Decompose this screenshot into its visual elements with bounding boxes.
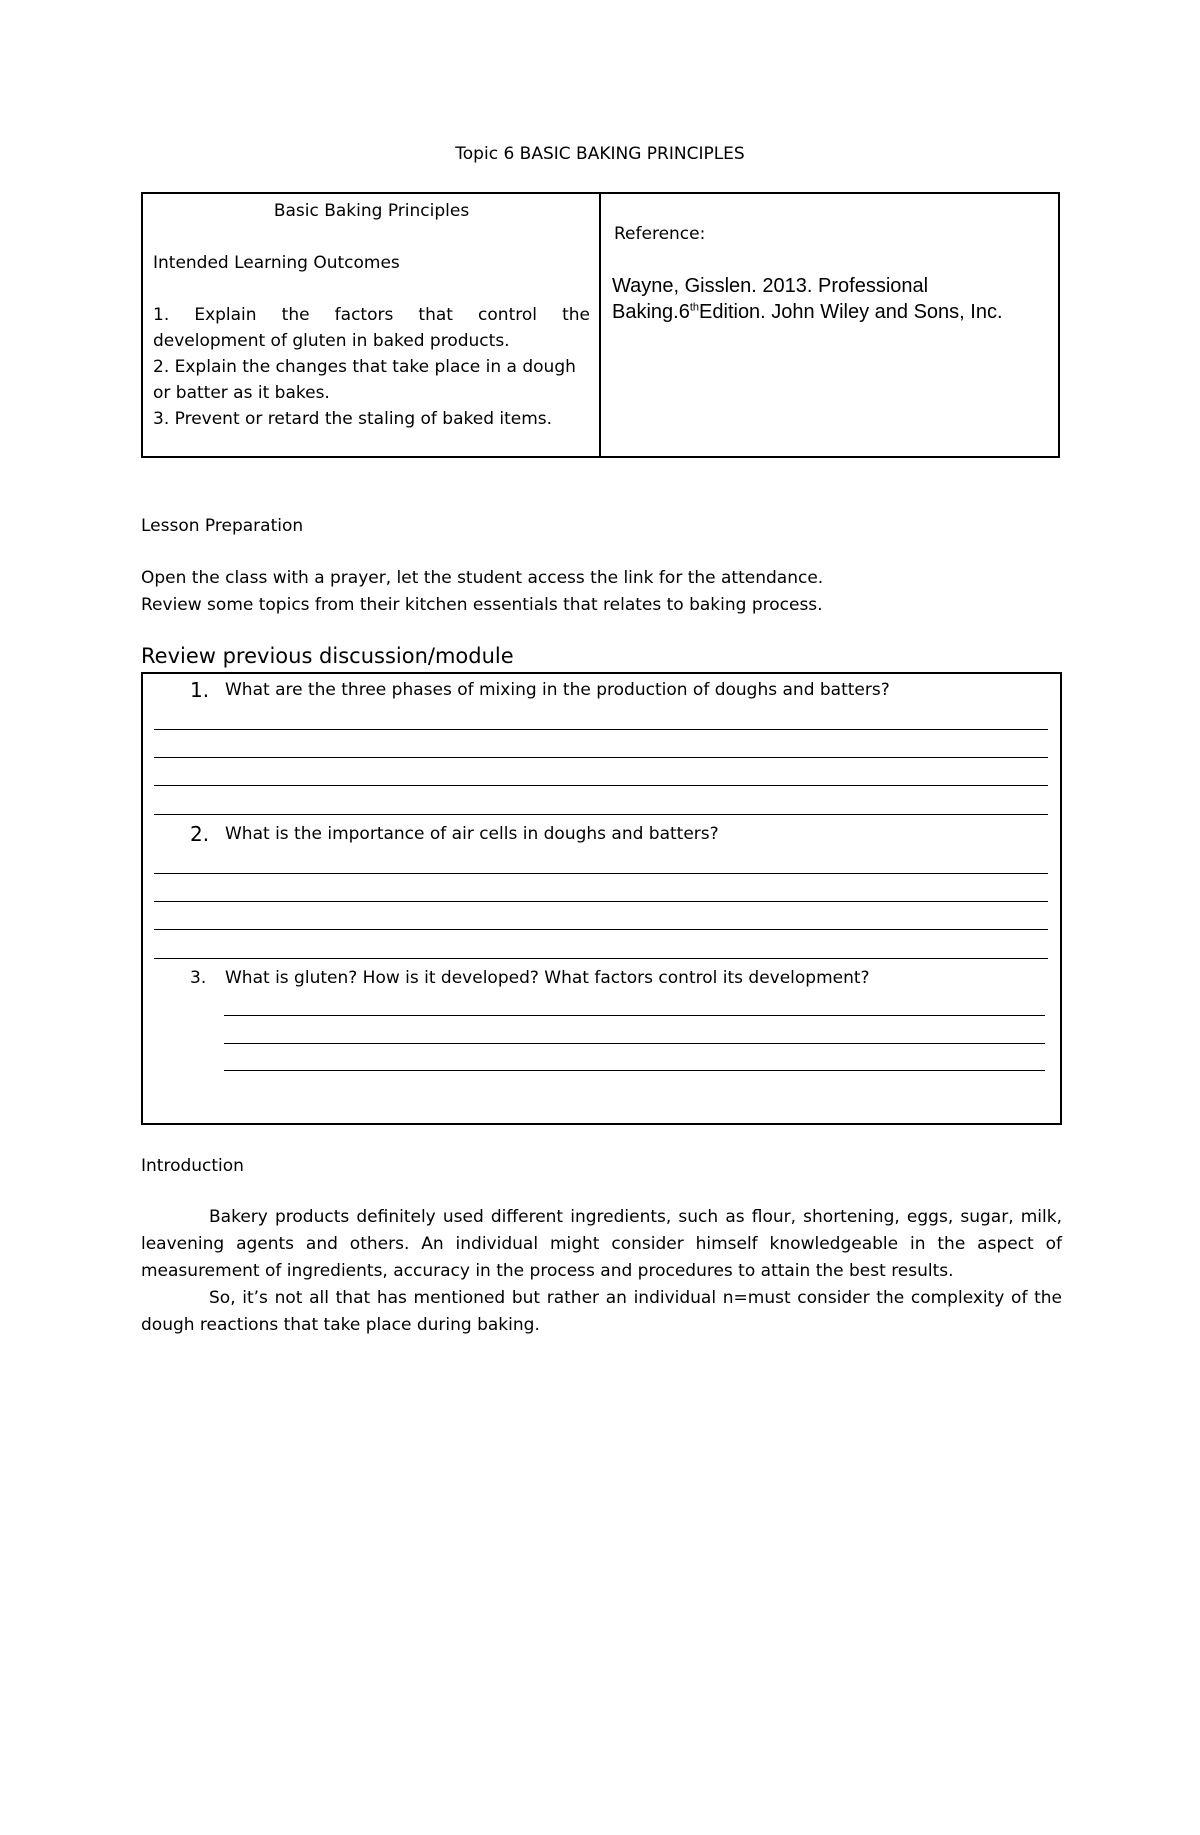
reference-superscript: th — [689, 301, 700, 314]
answer-line — [154, 814, 1048, 815]
outcome-item-1-line-1: 1. Explain the factors that control the — [153, 305, 590, 325]
review-box — [141, 672, 1062, 1125]
answer-line — [224, 1015, 1045, 1016]
introduction-paragraph-2: So, it’s not all that has mentioned but rather an individual n=must consider the complexity of the dough reactions that take place during baking. — [141, 1288, 1062, 1335]
outcome-item-2-line-2: or batter as it bakes. — [153, 383, 330, 403]
question-1-number: 1. — [190, 678, 210, 702]
question-3-text: What is gluten? How is it developed? What factors control its development? — [225, 968, 870, 988]
question-3-number: 3. — [190, 968, 207, 988]
introduction-body — [141, 1204, 1062, 1339]
table-divider — [599, 192, 601, 458]
answer-line — [154, 757, 1048, 758]
answer-line — [154, 901, 1048, 902]
outcome-item-1-line-2: development of gluten in baked products. — [153, 331, 510, 351]
lesson-preparation-body — [141, 565, 823, 619]
answer-line — [154, 873, 1048, 874]
lesson-line-2: Review some topics from their kitchen essentials that relates to baking process. — [141, 595, 823, 615]
reference-citation — [612, 273, 1052, 325]
lesson-line-1: Open the class with a prayer, let the student access the link for the attendance. — [141, 568, 824, 588]
introduction-paragraph-1: Bakery products definitely used different ingredients, such as flour, shortening, eggs, sugar, milk, leavening agents and others. An individual might consider himself knowledgeable in the aspect of measurement of ingredients, accuracy in the process and procedures to attain the best results. — [141, 1207, 1062, 1281]
lesson-preparation-heading: Lesson Preparation — [141, 516, 304, 536]
answer-line — [154, 929, 1048, 930]
answer-line — [224, 1070, 1045, 1071]
answer-line — [154, 958, 1048, 959]
outcome-item-3: 3. Prevent or retard the staling of baked items. — [153, 409, 553, 429]
outcome-item-2-line-1: 2. Explain the changes that take place in a dough — [153, 357, 576, 377]
question-2-text: What is the importance of air cells in doughs and batters? — [225, 824, 719, 844]
reference-line-2-end: Edition. John Wiley and Sons, Inc. — [699, 301, 1003, 323]
question-1-text: What are the three phases of mixing in the production of doughs and batters? — [225, 680, 890, 700]
outcomes-label: Intended Learning Outcomes — [153, 253, 400, 273]
review-heading: Review previous discussion/module — [141, 644, 514, 668]
reference-line-2-start: Baking.6 — [612, 301, 690, 323]
answer-line — [224, 1043, 1045, 1044]
question-2-number: 2. — [190, 822, 210, 846]
reference-label: Reference: — [614, 224, 706, 244]
answer-line — [154, 785, 1048, 786]
cell-heading: Basic Baking Principles — [273, 201, 470, 221]
answer-line — [154, 729, 1048, 730]
page-title: Topic 6 BASIC BAKING PRINCIPLES — [455, 144, 745, 164]
reference-line-2 — [612, 299, 1052, 325]
outcomes-cell — [153, 198, 590, 432]
reference-line-1: Wayne, Gisslen. 2013. Professional — [612, 275, 929, 297]
introduction-heading: Introduction — [141, 1156, 244, 1176]
